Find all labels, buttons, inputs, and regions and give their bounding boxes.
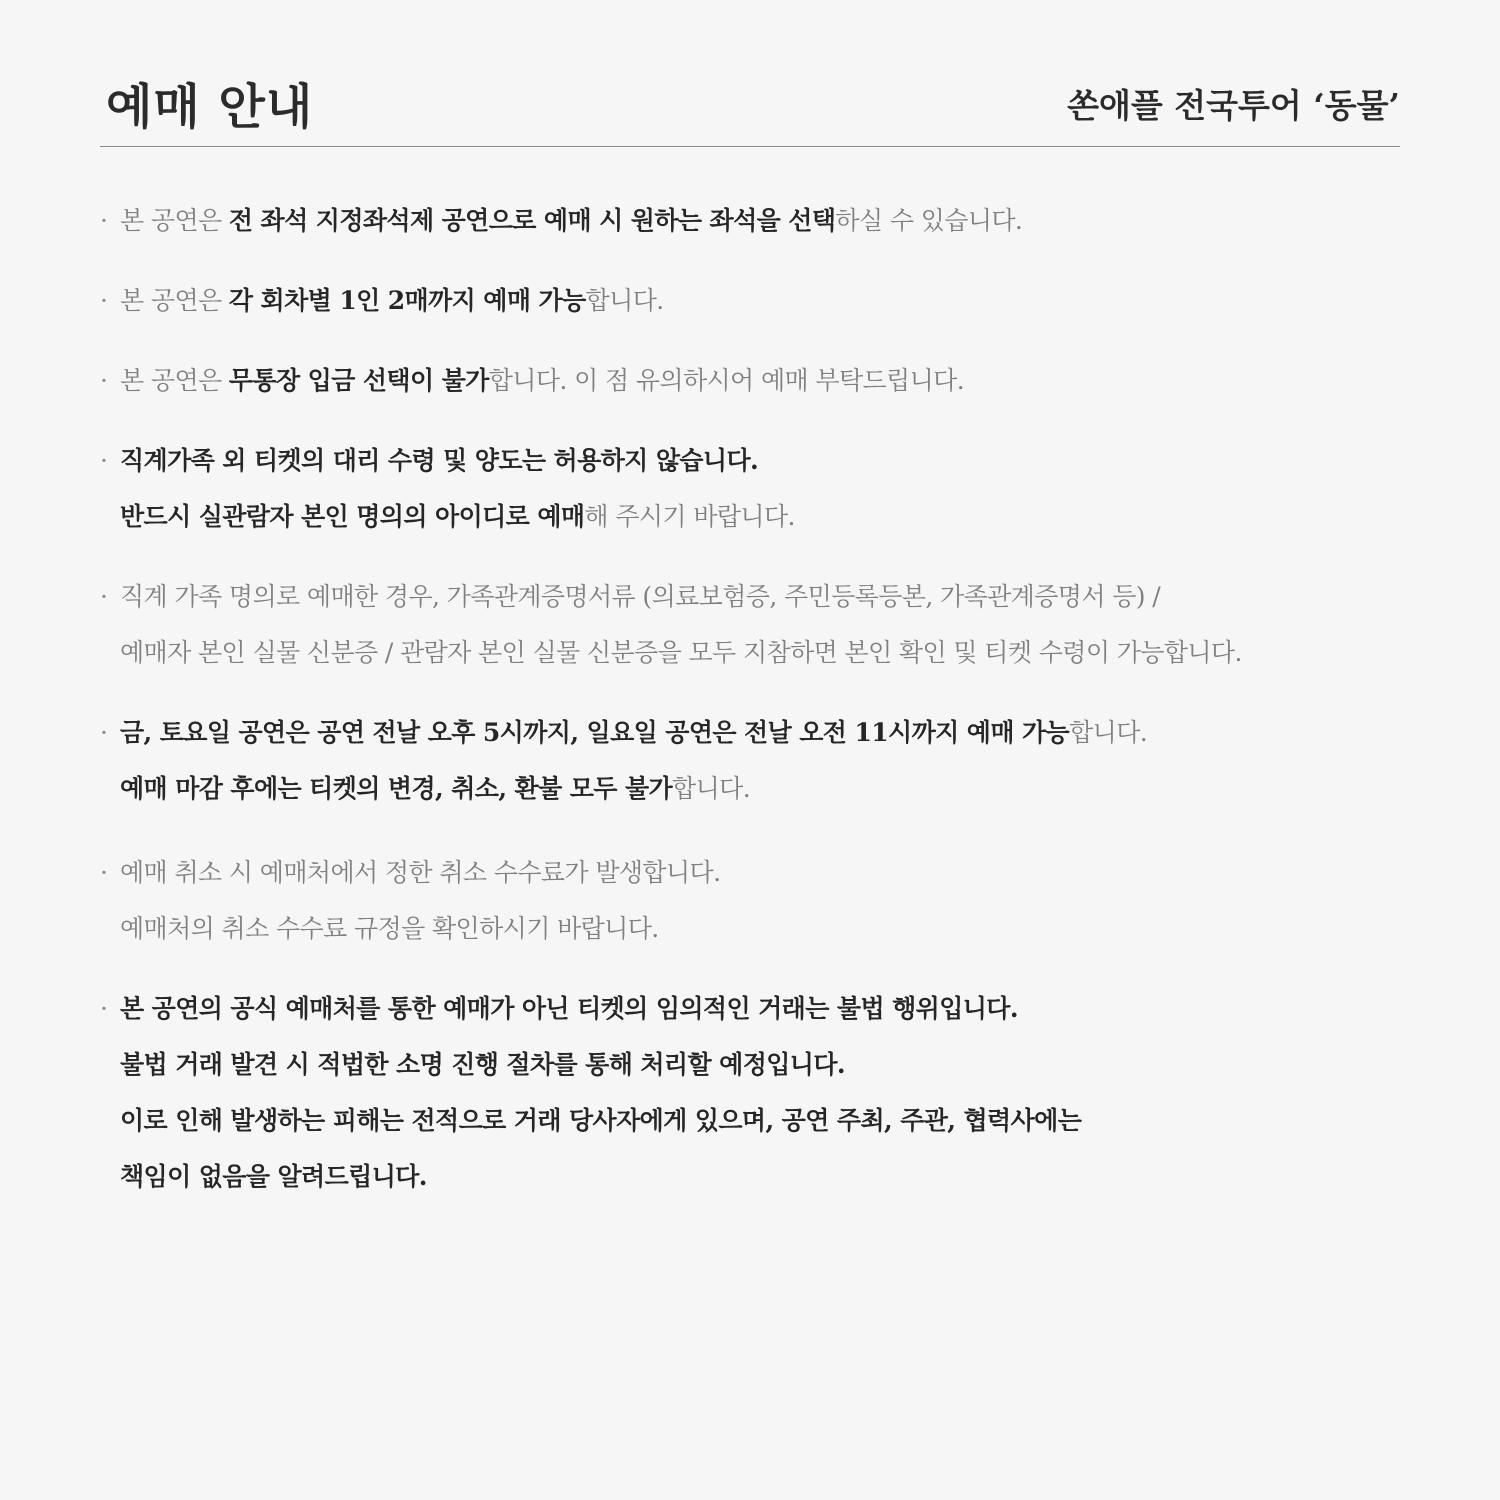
page-title: 예매 안내	[106, 79, 314, 135]
emphasis-text: 금, 토요일 공연은 공연 전날 오후 5시까지, 일요일 공연은 전날 오전 11시까지 예매 가능	[120, 718, 1070, 747]
body-text: 본 공연은	[120, 366, 229, 395]
body-text: 직계 가족 명의로 예매한 경우, 가족관계증명서류 (의료보험증, 주민등록등본, 가족관계증명서 등) /	[120, 582, 1161, 611]
emphasis-text: 각 회차별 1인 2매까지 예매 가능	[228, 286, 586, 315]
notice-item	[100, 273, 1400, 329]
notice-line	[100, 569, 1400, 625]
emphasis-text: 전 좌석 지정좌석제 공연으로 예매 시 원하는 좌석을 선택	[228, 206, 836, 235]
body-text: 하실 수 있습니다.	[835, 206, 1023, 235]
emphasis-text: 이로 인해 발생하는 피해는 전적으로 거래 당사자에게 있으며, 공연 주최, 주관, 협력사에는	[120, 1106, 1082, 1135]
bullet-dot: ·	[100, 582, 108, 611]
notice-item	[100, 433, 1400, 545]
notice-item	[100, 193, 1400, 249]
bullet-dot: ·	[100, 206, 108, 235]
notice-line	[100, 981, 1400, 1037]
bullet-dot: ·	[100, 858, 108, 887]
body-text: 예매자 본인 실물 신분증 / 관람자 본인 실물 신분증을 모두 지참하면 본인 확인 및 티켓 수령이 가능합니다.	[120, 638, 1242, 667]
body-text: 합니다.	[585, 286, 664, 315]
notice-item	[100, 845, 1400, 957]
notice-line	[100, 193, 1400, 249]
body-text: 합니다.	[1069, 718, 1148, 747]
notice-item	[100, 569, 1400, 681]
notice-line	[100, 273, 1400, 329]
bullet-dot: ·	[100, 366, 108, 395]
notice-line	[100, 705, 1400, 761]
body-text: 본 공연은	[120, 286, 229, 315]
emphasis-text: 무통장 입금 선택이 불가	[228, 366, 489, 395]
notice-item	[100, 981, 1400, 1205]
emphasis-text: 불법 거래 발견 시 적법한 소명 진행 절차를 통해 처리할 예정입니다.	[120, 1050, 845, 1079]
bullet-dot: ·	[100, 718, 108, 747]
notice-line	[100, 761, 1400, 817]
notice-line	[100, 901, 1400, 957]
notice-line	[100, 353, 1400, 409]
emphasis-text: 예매 마감 후에는 티켓의 변경, 취소, 환불 모두 불가	[120, 774, 673, 803]
notice-line	[100, 1037, 1400, 1093]
body-text: 본 공연은	[120, 206, 229, 235]
body-text: 합니다. 이 점 유의하시어 예매 부탁드립니다.	[488, 366, 965, 395]
body-text: 해 주시기 바랍니다.	[584, 502, 795, 531]
notice-line	[100, 845, 1400, 901]
notice-line	[100, 1093, 1400, 1149]
notice-item	[100, 353, 1400, 409]
emphasis-text: 직계가족 외 티켓의 대리 수령 및 양도는 허용하지 않습니다.	[120, 446, 759, 475]
tour-title: 쏜애플 전국투어 ‘동물’	[1067, 86, 1400, 125]
notice-line	[100, 433, 1400, 489]
notice-line	[100, 625, 1400, 681]
notice-line	[100, 489, 1400, 545]
bullet-dot: ·	[100, 994, 108, 1023]
bullet-dot: ·	[100, 286, 108, 315]
notice-line	[100, 1149, 1400, 1205]
body-text: 합니다.	[672, 774, 751, 803]
emphasis-text: 반드시 실관람자 본인 명의의 아이디로 예매	[120, 502, 585, 531]
body-text: 예매처의 취소 수수료 규정을 확인하시기 바랍니다.	[120, 914, 659, 943]
emphasis-text: 본 공연의 공식 예매처를 통한 예매가 아닌 티켓의 임의적인 거래는 불법 행위입니다.	[120, 994, 1018, 1023]
emphasis-text: 책임이 없음을 알려드립니다.	[120, 1162, 427, 1191]
body-text: 예매 취소 시 예매처에서 정한 취소 수수료가 발생합니다.	[120, 858, 721, 887]
header	[100, 62, 1400, 147]
bullet-dot: ·	[100, 446, 108, 475]
notice-item	[100, 705, 1400, 817]
